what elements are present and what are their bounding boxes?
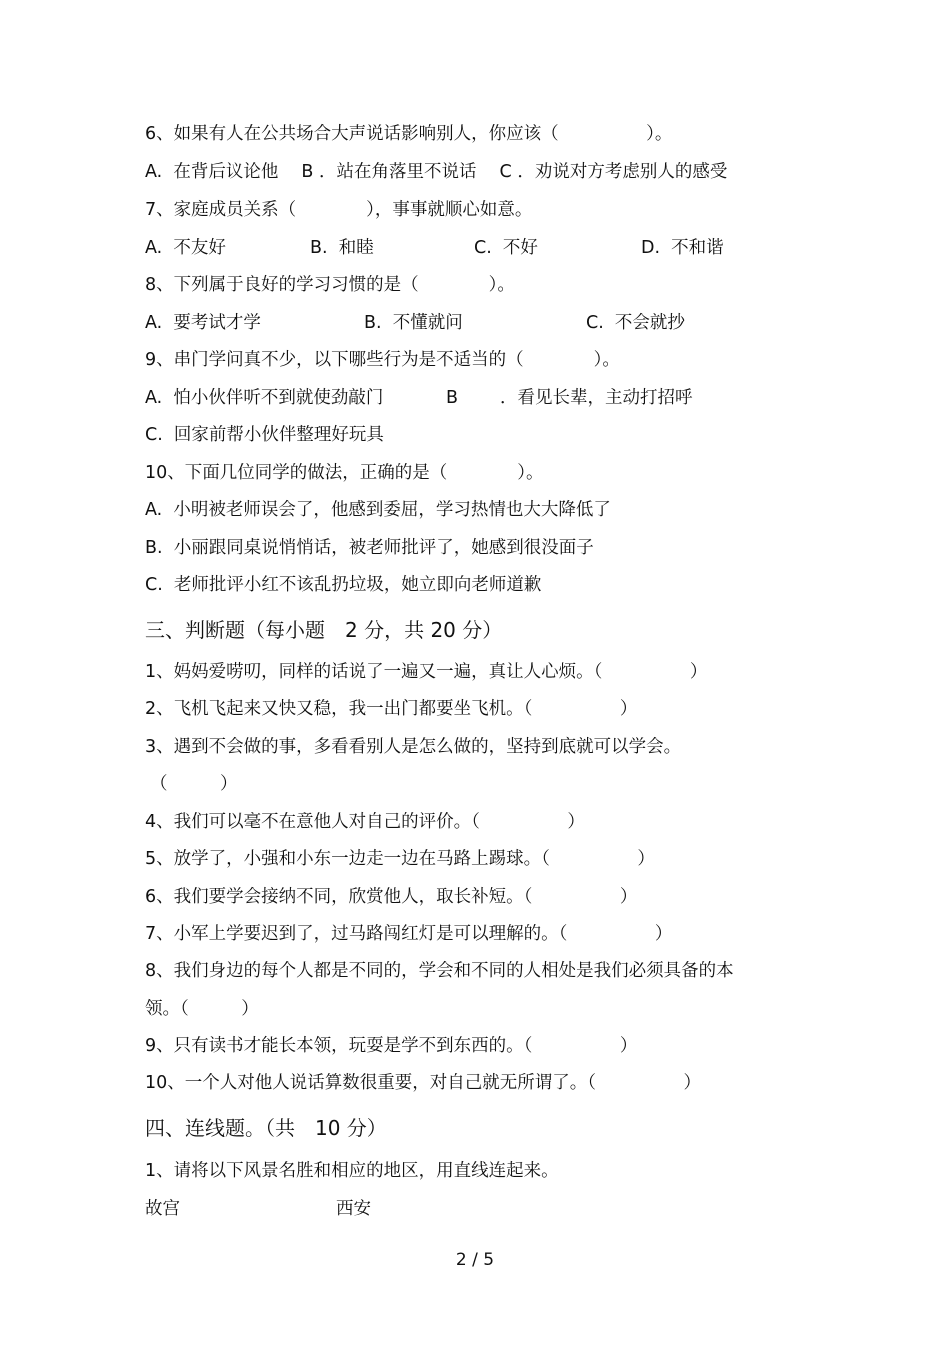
match-left-item: 故宫 <box>145 1199 180 1219</box>
q10-option-a: A. 小明被老师误会了，他感到委屈，学习热情也大大降低了 <box>145 500 611 520</box>
q8-text: 8、下列属于良好的学习习惯的是（ ）。 <box>145 275 515 295</box>
q7-option-a: A. 不友好 <box>145 238 226 258</box>
judge-item-3-blank: （ ） <box>150 774 238 794</box>
q7-option-b: B. 和睦 <box>310 238 374 258</box>
judge-item-3: 3、遇到不会做的事，多看看别人是怎么做的，坚持到底就可以学会。 <box>145 737 682 757</box>
q7-option-d: D. 不和谐 <box>641 238 724 258</box>
judge-item-1: 1、妈妈爱唠叨，同样的话说了一遍又一遍，真让人心烦。（ ） <box>145 662 708 682</box>
q8-option-b: B. 不懂就问 <box>364 313 463 333</box>
q9-option-c: C. 回家前帮小伙伴整理好玩具 <box>145 425 384 445</box>
q9-option-b-text: ．看见长辈，主动打招呼 <box>500 388 693 408</box>
q9-option-b-letter: B <box>446 388 459 408</box>
judge-item-9: 9、只有读书才能长本领，玩耍是学不到东西的。（ ） <box>145 1036 638 1056</box>
judge-item-10: 10、一个人对他人说话算数很重要，对自己就无所谓了。（ ） <box>145 1073 702 1093</box>
q8-option-c: C. 不会就抄 <box>586 313 685 333</box>
judge-item-4: 4、我们可以毫不在意他人对自己的评价。（ ） <box>145 812 585 832</box>
judge-item-8: 8、我们身边的每个人都是不同的，学会和不同的人相处是我们必须具备的本 <box>145 961 734 981</box>
q9-text: 9、串门学问真不少，以下哪些行为是不适当的（ ）。 <box>145 350 620 370</box>
q10-text: 10、下面几位同学的做法，正确的是（ ）。 <box>145 463 544 483</box>
judge-item-5: 5、放学了，小强和小东一边走一边在马路上踢球。（ ） <box>145 849 655 869</box>
q6-text: 6、如果有人在公共场合大声说话影响别人，你应该（ ）。 <box>145 124 673 144</box>
q8-option-a: A. 要考试才学 <box>145 313 261 333</box>
judge-item-6: 6、我们要学会接纳不同，欣赏他人，取长补短。（ ） <box>145 887 638 907</box>
q10-option-c: C. 老师批评小红不该乱扔垃圾，她立即向老师道歉 <box>145 575 542 595</box>
section4-heading: 四、连线题。（共 10 分） <box>145 1116 387 1140</box>
section3-heading: 三、判断题（每小题 2 分，共 20 分） <box>145 618 503 642</box>
q6-options: A. 在背后议论他 B ．站在角落里不说话 C ．劝说对方考虑别人的感受 <box>145 162 728 182</box>
judge-item-7: 7、小军上学要迟到了，过马路闯红灯是可以理解的。（ ） <box>145 924 673 944</box>
match-q1: 1、请将以下风景名胜和相应的地区，用直线连起来。 <box>145 1161 559 1181</box>
q7-option-c: C. 不好 <box>474 238 538 258</box>
page-number: 2 / 5 <box>455 1250 495 1270</box>
q10-option-b: B. 小丽跟同桌说悄悄话，被老师批评了，她感到很没面子 <box>145 538 594 558</box>
match-right-item: 西安 <box>336 1199 371 1219</box>
q7-text: 7、家庭成员关系（ ），事事就顺心如意。 <box>145 200 533 220</box>
q9-option-a: A. 怕小伙伴听不到就使劲敲门 <box>145 388 384 408</box>
judge-item-8-cont: 领。（ ） <box>145 999 259 1019</box>
judge-item-2: 2、飞机飞起来又快又稳，我一出门都要坐飞机。（ ） <box>145 699 638 719</box>
